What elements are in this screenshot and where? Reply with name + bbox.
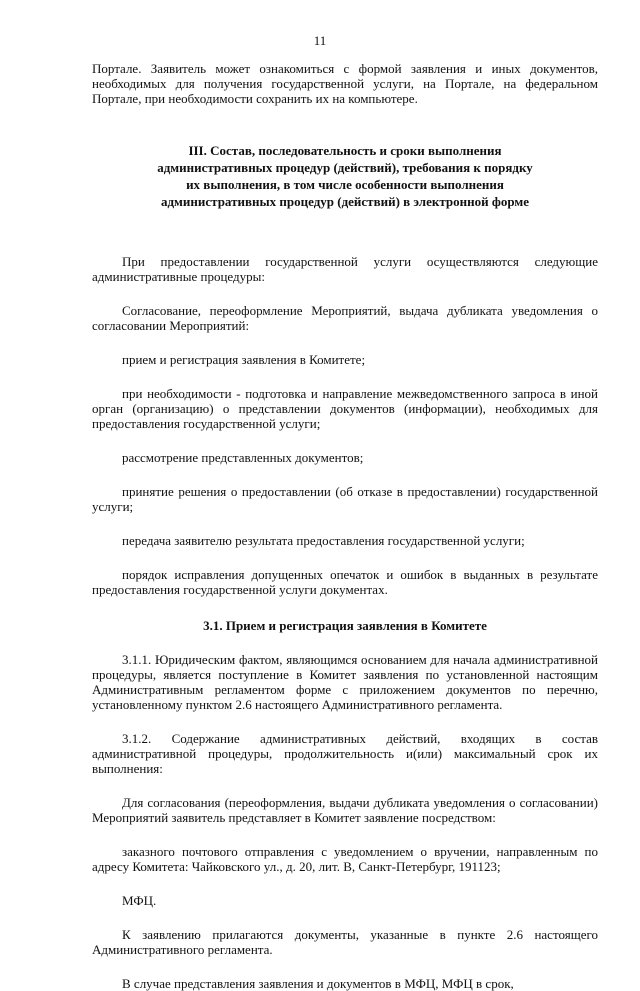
paragraph-result-transfer: передача заявителю результата предоставления государственной услуги;: [122, 533, 525, 548]
paragraph-interagency-request: при необходимости - подготовка и направление межведомственного запроса в иной орган (организацию) о представлении документов (информации), необходимых для предоставления государственной услуги;: [92, 386, 598, 431]
intro-paragraph: Портале. Заявитель может ознакомиться с формой заявления и иных документов, необходимых для получения государственной услуги, на Портале, на федеральном Портале, при необходимости сохранить их на компьютере.: [92, 61, 598, 106]
subsection-heading: 3.1. Прием и регистрация заявления в Комитете: [203, 618, 487, 633]
paragraph-submission-method: Для согласования (переоформления, выдачи дубликата уведомления о согласовании) Мероприятий заявитель представляет в Комитет заявление посредством:: [92, 795, 598, 825]
paragraph-postal: заказного почтового отправления с уведомлением о вручении, направленным по адресу Комитета: Чайковского ул., д. 20, лит. В, Санкт-Петербург, 191123;: [92, 844, 598, 874]
page-number: 11: [313, 33, 327, 48]
section-heading: [92, 142, 598, 210]
paragraph-approval: Согласование, переоформление Мероприятий, выдача дубликата уведомления о согласовании Мероприятий:: [92, 303, 598, 333]
paragraph-mfc: МФЦ.: [122, 893, 157, 908]
paragraph-review: рассмотрение представленных документов;: [122, 450, 364, 465]
paragraph-3-1-2: 3.1.2. Содержание административных действий, входящих в состав административной процедуры, продолжительность и(или) максимальный срок их выполнения:: [92, 731, 598, 776]
page-content: [92, 61, 598, 991]
paragraph-reception: прием и регистрация заявления в Комитете;: [122, 352, 366, 367]
section-heading-line-2: административных процедур (действий), требования к порядку: [157, 160, 533, 175]
paragraph-attachments: К заявлению прилагаются документы, указанные в пункте 2.6 настоящего Административного регламента.: [92, 927, 598, 957]
paragraph-mfc-case: В случае представления заявления и документов в МФЦ, МФЦ в срок,: [122, 976, 514, 991]
paragraph-corrections: порядок исправления допущенных опечаток и ошибок в выданных в результате предоставления государственной услуги документах.: [92, 567, 598, 597]
section-heading-line-4: административных процедур (действий) в электронной форме: [160, 194, 530, 209]
section-heading-line-3: их выполнения, в том числе особенности выполнения: [186, 177, 504, 192]
section-heading-line-1: III. Состав, последовательность и сроки выполнения: [188, 143, 502, 158]
paragraph-procedures-intro: При предоставлении государственной услуги осуществляются следующие административные процедуры:: [92, 254, 598, 284]
paragraph-decision: принятие решения о предоставлении (об отказе в предоставлении) государственной услуги;: [92, 484, 598, 514]
paragraph-3-1-1: 3.1.1. Юридическим фактом, являющимся основанием для начала административной процедуры, является поступление в Комитет заявления по установленной настоящим Административным регламентом форме с приложением документов по перечню, установленному пунктом 2.6 настоящего Административного регламента.: [92, 652, 598, 712]
